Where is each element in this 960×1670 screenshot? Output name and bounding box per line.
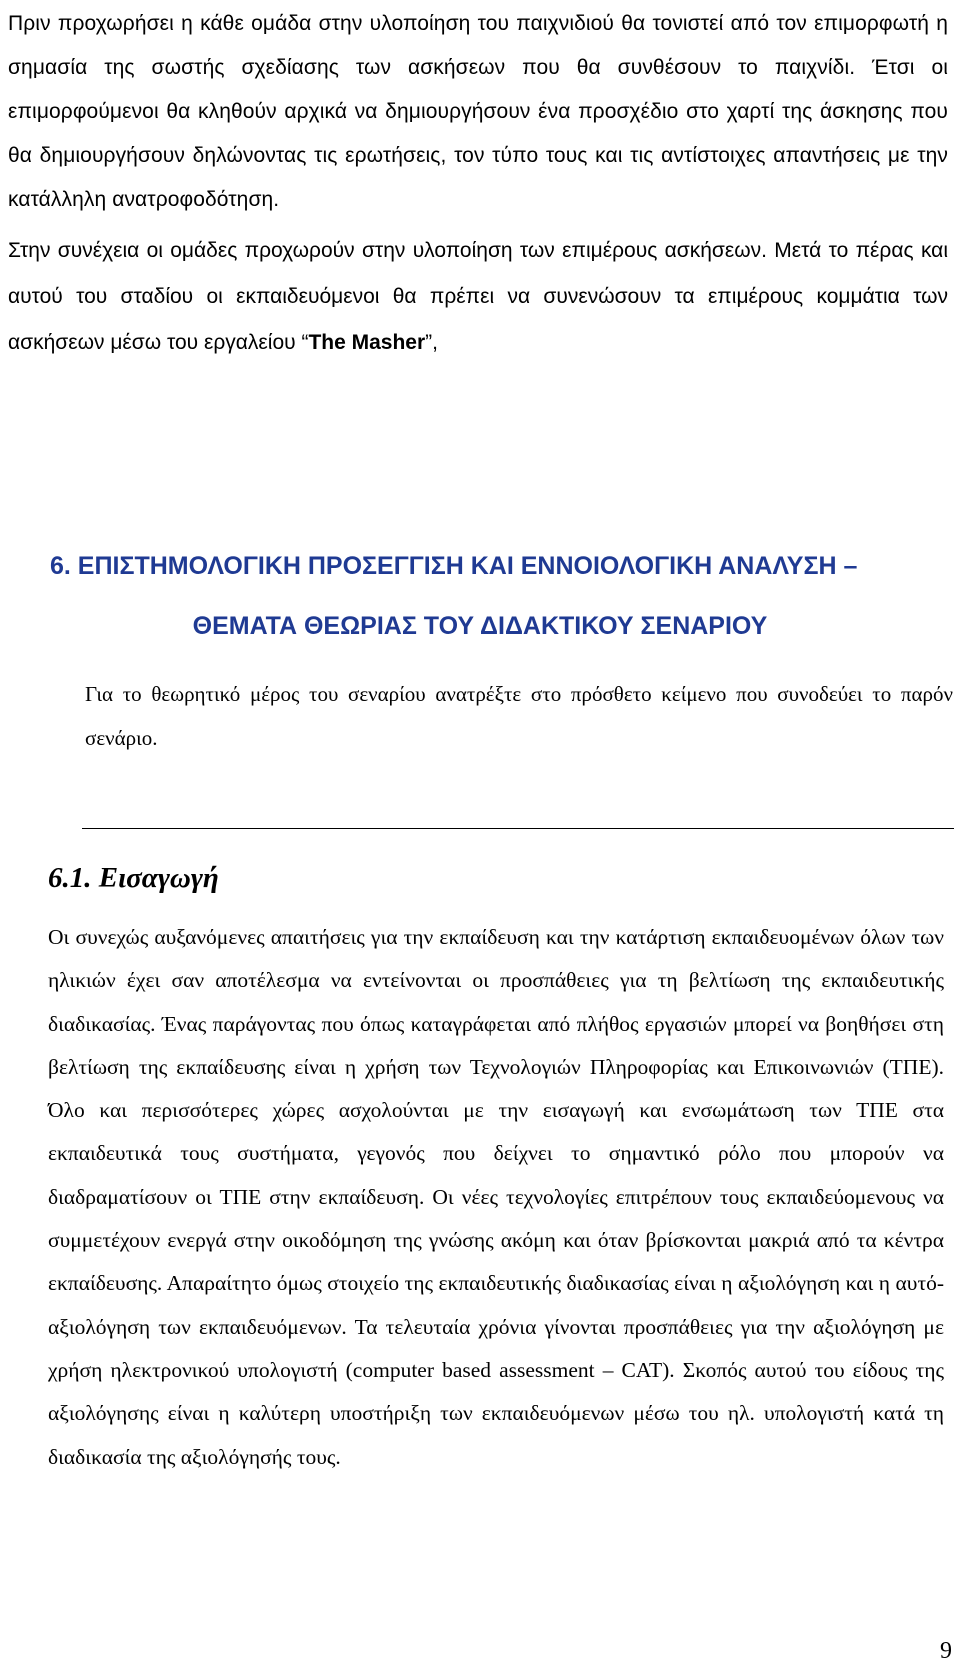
page-number: 9 bbox=[940, 1638, 952, 1664]
paragraph-game-design: Πριν προχωρήσει η κάθε ομάδα στην υλοποίηση του παιχνιδιού θα τονιστεί από τον επιμορφωτή η σημασία της σωστής σχεδίασης των ασκήσεων που θα συνθέσουν το παιχνίδι. Έτσι οι επιμορφούμενοι θα κληθούν αρχικά να δημιουργήσουν ένα προσχέδιο στο χαρτί της άσκησης που θα δημιουργήσουν δηλώνοντας τις ερωτήσεις, τον τύπο τους και τις αντίστοιχες απαντήσεις με την κατάλληλη ανατροφοδότηση. bbox=[8, 12, 948, 211]
horizontal-rule bbox=[82, 828, 954, 829]
subsection-heading: 6.1. Εισαγωγή bbox=[48, 862, 219, 894]
tool-name: The Masher bbox=[308, 331, 426, 354]
paragraph-implementation-text: Στην συνέχεια οι ομάδες προχωρούν στην υλοποίηση των επιμέρους ασκήσεων. Μετά το πέρας και αυτού του σταδίου οι εκπαιδευόμενοι θα πρέπει να συνενώσουν τα επιμέρους κομμάτια των ασκήσεων μέσω του εργαλείου “ bbox=[8, 239, 948, 354]
section-heading-line1: 6. ΕΠΙΣΤΗΜΟΛΟΓΙΚΗ ΠΡΟΣΕΓΓΙΣΗ ΚΑΙ ΕΝΝΟΙΟΛΟΓΙΚΗ ΑΝΑΛΥΣΗ – bbox=[50, 552, 858, 580]
paragraph-implementation-end: ”, bbox=[425, 331, 438, 354]
paragraph-implementation bbox=[8, 228, 948, 366]
introduction-body: Οι συνεχώς αυξανόμενες απαιτήσεις για την εκπαίδευση και την κατάρτιση εκπαιδευομένων όλων των ηλικιών έχει σαν αποτέλεσμα να εντείνονται οι προσπάθειες για τη βελτίωση της εκπαιδευτικής διαδικασίας. Ένας παράγοντας που όπως καταγράφεται από πλήθος εργασιών μπορεί να βοηθήσει στη βελτίωση της εκπαίδευσης είναι η χρήση των Τεχνολογιών Πληροφορίας και Επικοινωνιών (ΤΠΕ). Όλο και περισσότερες χώρες ασχολούνται με την εισαγωγή και ενσωμάτωση των ΤΠΕ στα εκπαιδευτικά τους συστήματα, γεγονός που δείχνει το σημαντικό ρόλο που μπορούν να διαδραματίσουν οι ΤΠΕ στην εκπαίδευση. Οι νέες τεχνολογίες επιτρέπουν τους εκπαιδεύομενους να συμμετέχουν ενεργά στην οικοδόμηση της γνώσης ακόμη και όταν βρίσκονται μακριά από τα κέντρα εκπαίδευσης. Απαραίτητο όμως στοιχείο της εκπαιδευτικής διαδικασίας είναι η αξιολόγηση και η αυτό-αξιολόγηση των εκπαιδευόμενων. Τα τελευταία χρόνια γίνονται προσπάθειες για την αξιολόγηση με χρήση ηλεκτρονικού υπολογιστή (computer based assessment – CAT). Σκοπός αυτού του είδους της αξιολόγησης είναι η καλύτερη υποστήριξη των εκπαιδευόμενων μέσω του ηλ. υπολογιστή κατά τη διαδικασία της αξιολόγησής τους. bbox=[48, 925, 944, 1469]
theory-note: Για το θεωρητικό μέρος του σεναρίου ανατρέξτε στο πρόσθετο κείμενο που συνοδεύει το παρόν σενάριο. bbox=[85, 682, 953, 750]
section-heading-line2: ΘΕΜΑΤΑ ΘΕΩΡΙΑΣ ΤΟΥ ΔΙΔΑΚΤΙΚΟΥ ΣΕΝΑΡΙΟΥ bbox=[192, 612, 768, 640]
